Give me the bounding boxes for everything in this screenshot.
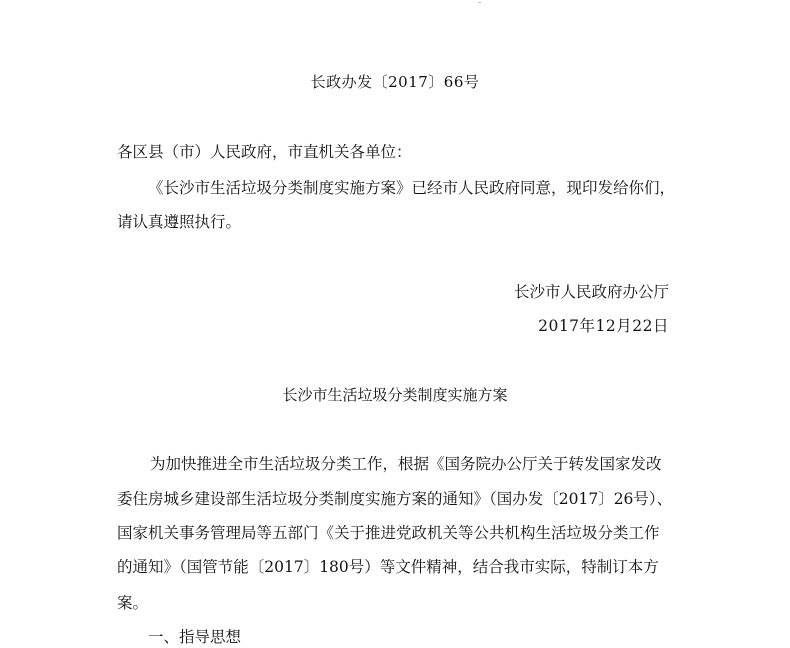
- issue-date: 2017年12月22日: [538, 317, 669, 335]
- notice-text-line: 《长沙市生活垃圾分类制度实施方案》已经市人民政府同意，现印发给你们，: [148, 179, 676, 197]
- paragraph-line: 案。: [117, 594, 149, 612]
- paragraph-line: 委住房城乡建设部生活垃圾分类制度实施方案的通知》（国办发〔2017〕26号）、: [117, 490, 673, 508]
- scan-mark: [478, 2, 481, 3]
- issuer-name: 长沙市人民政府办公厅: [513, 283, 669, 301]
- paragraph-line: 国家机关事务管理局等五部门《关于推进党政机关等公共机构生活垃圾分类工作: [117, 524, 660, 542]
- plan-title: 长沙市生活垃圾分类制度实施方案: [282, 386, 508, 404]
- section-heading: 一、指导思想: [148, 628, 242, 646]
- notice-text-line: 请认真遵照执行。: [117, 213, 242, 231]
- salutation: 各区县（市）人民政府，市直机关各单位：: [117, 143, 412, 161]
- paragraph-line: 为加快推进全市生活垃圾分类工作，根据《国务院办公厅关于转发国家发改: [150, 455, 662, 473]
- document-number: 长政办发〔2017〕66号: [310, 73, 480, 91]
- paragraph-line: 的通知》（国管节能〔2017〕180号）等文件精神，结合我市实际，特制订本方: [117, 558, 659, 576]
